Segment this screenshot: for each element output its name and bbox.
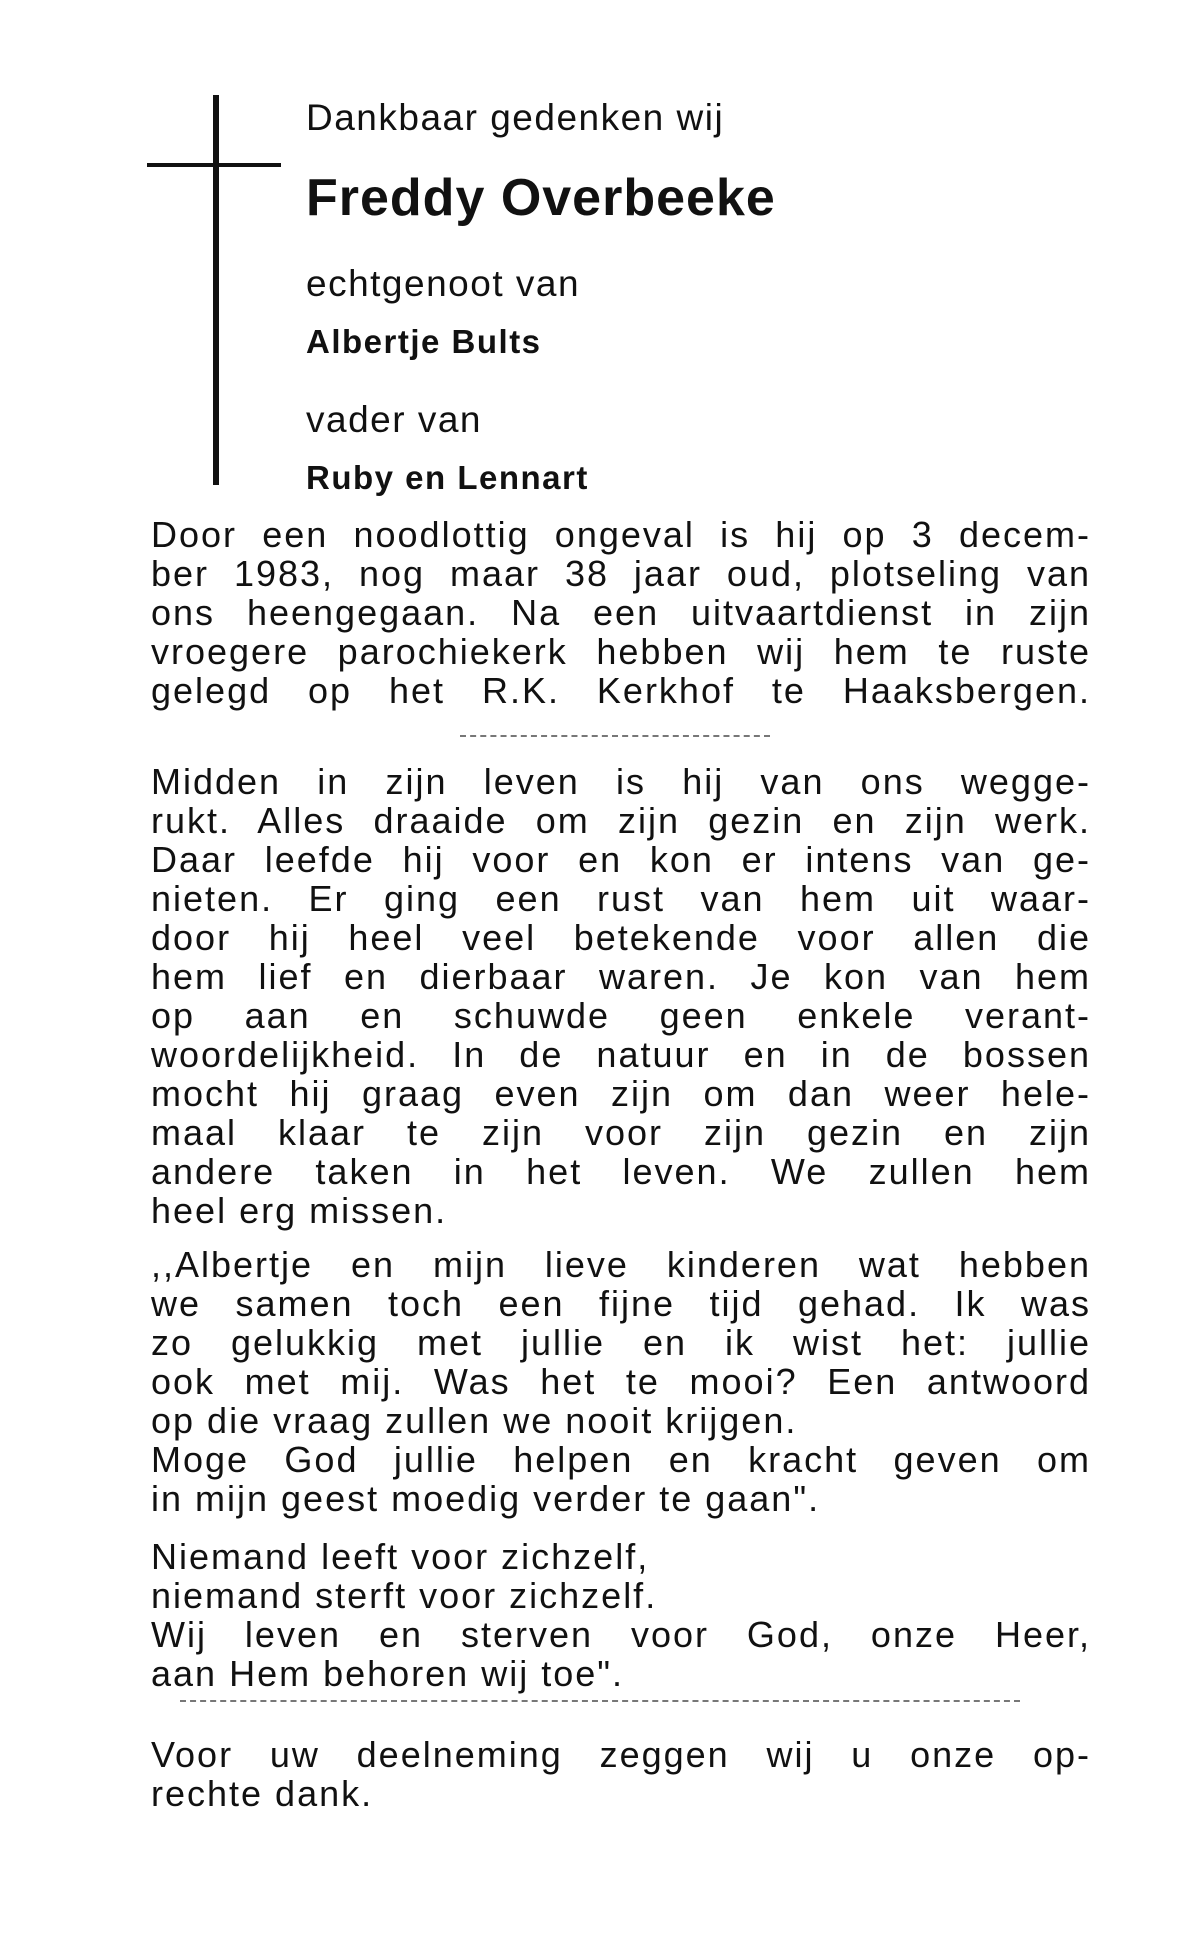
text-line: andere taken in het leven. We zullen hem bbox=[151, 1151, 1091, 1192]
children-names: Ruby en Lennart bbox=[306, 459, 589, 496]
text-line: door hij heel veel betekende voor allen die bbox=[151, 917, 1091, 958]
text-line: Daar leefde hij voor en kon er intens van ge- bbox=[151, 839, 1091, 880]
separator-line bbox=[460, 735, 770, 739]
text-line: woordelijkheid. In de natuur en in de bossen bbox=[151, 1034, 1091, 1075]
text-line: Moge God jullie helpen en kracht geven om bbox=[151, 1439, 1091, 1480]
cross-icon-horizontal bbox=[147, 163, 281, 167]
text-line: ,,Albertje en mijn lieve kinderen wat hebben bbox=[151, 1244, 1091, 1285]
text-line: op die vraag zullen we nooit krijgen. bbox=[151, 1400, 798, 1441]
text-line: hem lief en dierbaar waren. Je kon van hem bbox=[151, 956, 1091, 997]
text-line: Voor uw deelneming zeggen wij u onze op- bbox=[151, 1734, 1091, 1775]
text-line: rechte dank. bbox=[151, 1773, 374, 1814]
text-line: nieten. Er ging een rust van hem uit waar- bbox=[151, 878, 1091, 919]
text-line: aan Hem behoren wij toe". bbox=[151, 1653, 625, 1694]
text-line: heel erg missen. bbox=[151, 1190, 448, 1231]
header bbox=[306, 96, 1106, 500]
text-line: ook met mij. Was het te mooi? Een antwoord bbox=[151, 1361, 1091, 1402]
text-line: niemand sterft voor zichzelf. bbox=[151, 1575, 658, 1616]
separator-line bbox=[180, 1700, 1020, 1704]
text-line: rukt. Alles draaide om zijn gezin en zijn werk. bbox=[151, 800, 1091, 841]
spouse-label: echtgenoot van bbox=[306, 263, 581, 304]
text-line: vroegere parochiekerk hebben wij hem te ruste bbox=[151, 631, 1091, 672]
intro-text: Dankbaar gedenken wij bbox=[306, 97, 725, 138]
text-line: ber 1983, nog maar 38 jaar oud, plotseling van bbox=[151, 553, 1091, 594]
text-line: gelegd op het R.K. Kerkhof te Haaksbergen. bbox=[151, 670, 1091, 711]
text-line: Niemand leeft voor zichzelf, bbox=[151, 1536, 650, 1577]
cross-icon-vertical bbox=[213, 95, 219, 485]
paragraph-tribute bbox=[151, 762, 1091, 1230]
text-line: Midden in zijn leven is hij van ons wegge- bbox=[151, 761, 1091, 802]
text-line: Door een noodlottig ongeval is hij op 3 decem- bbox=[151, 514, 1091, 555]
text-line: mocht hij graag even zijn om dan weer hele- bbox=[151, 1073, 1091, 1114]
text-line: op aan en schuwde geen enkele verant- bbox=[151, 995, 1091, 1036]
text-line: maal klaar te zijn voor zijn gezin en zijn bbox=[151, 1112, 1091, 1153]
paragraph-verse bbox=[151, 1537, 1091, 1693]
children-label: vader van bbox=[306, 399, 482, 440]
text-line: ons heengegaan. Na een uitvaartdienst in zijn bbox=[151, 592, 1091, 633]
text-line: in mijn geest moedig verder te gaan". bbox=[151, 1478, 821, 1519]
deceased-name: Freddy Overbeeke bbox=[306, 169, 776, 227]
text-line: we samen toch een fijne tijd gehad. Ik was bbox=[151, 1283, 1091, 1324]
paragraph-quote bbox=[151, 1245, 1091, 1518]
paragraph-accident bbox=[151, 515, 1091, 710]
spouse-name: Albertje Bults bbox=[306, 323, 542, 360]
text-line: Wij leven en sterven voor God, onze Heer, bbox=[151, 1614, 1091, 1655]
text-line: zo gelukkig met jullie en ik wist het: jullie bbox=[151, 1322, 1091, 1363]
paragraph-thanks bbox=[151, 1735, 1091, 1813]
